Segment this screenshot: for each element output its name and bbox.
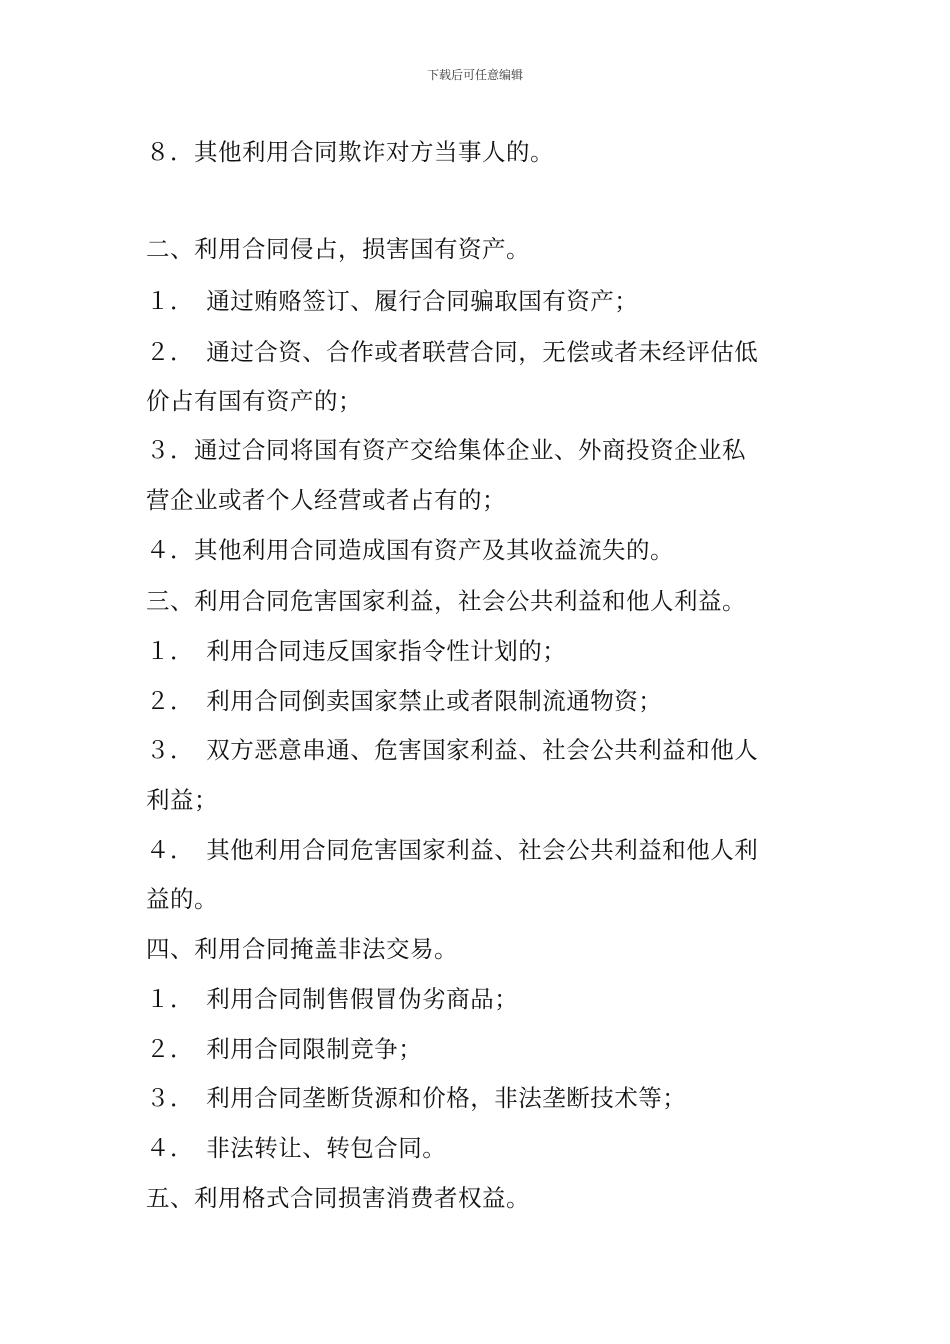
text-line: ２． 利用合同限制竞争； — [146, 1035, 423, 1063]
text-line: ３． 双方恶意串通、危害国家利益、社会公共利益和他人 — [146, 736, 759, 764]
text-line: ２． 通过合资、合作或者联营合同，无偿或者未经评估低 — [146, 338, 759, 366]
text-line: １． 通过贿赂签订、履行合同骗取国有资产； — [146, 287, 639, 315]
text-line: ４．其他利用合同造成国有资产及其收益流失的。 — [146, 536, 674, 564]
text-line: １． 利用合同违反国家指令性计划的； — [146, 637, 567, 665]
text-line: ８．其他利用合同欺诈对方当事人的。 — [146, 138, 554, 166]
text-line: １． 利用合同制售假冒伪劣商品； — [146, 985, 519, 1013]
text-line: ２． 利用合同倒卖国家禁止或者限制流通物资； — [146, 687, 663, 715]
section-heading: 四、利用合同掩盖非法交易。 — [146, 935, 458, 963]
section-heading: 五、利用格式合同损害消费者权益。 — [146, 1184, 530, 1212]
text-line: ４． 其他利用合同危害国家利益、社会公共利益和他人利 — [146, 836, 759, 864]
text-line: ３． 利用合同垄断货源和价格，非法垄断技术等； — [146, 1084, 687, 1112]
section-heading: 二、利用合同侵占，损害国有资产。 — [146, 235, 530, 263]
section-heading: 三、利用合同危害国家利益，社会公共利益和他人利益。 — [146, 587, 746, 615]
text-line: 价占有国有资产的； — [146, 387, 362, 415]
text-line: 利益； — [146, 786, 218, 814]
text-line: ３．通过合同将国有资产交给集体企业、外商投资企业私 — [146, 436, 746, 464]
text-line: 益的。 — [146, 885, 218, 913]
text-line: ４． 非法转让、转包合同。 — [146, 1134, 447, 1162]
text-line: 营企业或者个人经营或者占有的； — [146, 486, 506, 514]
page-header: 下载后可任意编辑 — [426, 68, 523, 82]
